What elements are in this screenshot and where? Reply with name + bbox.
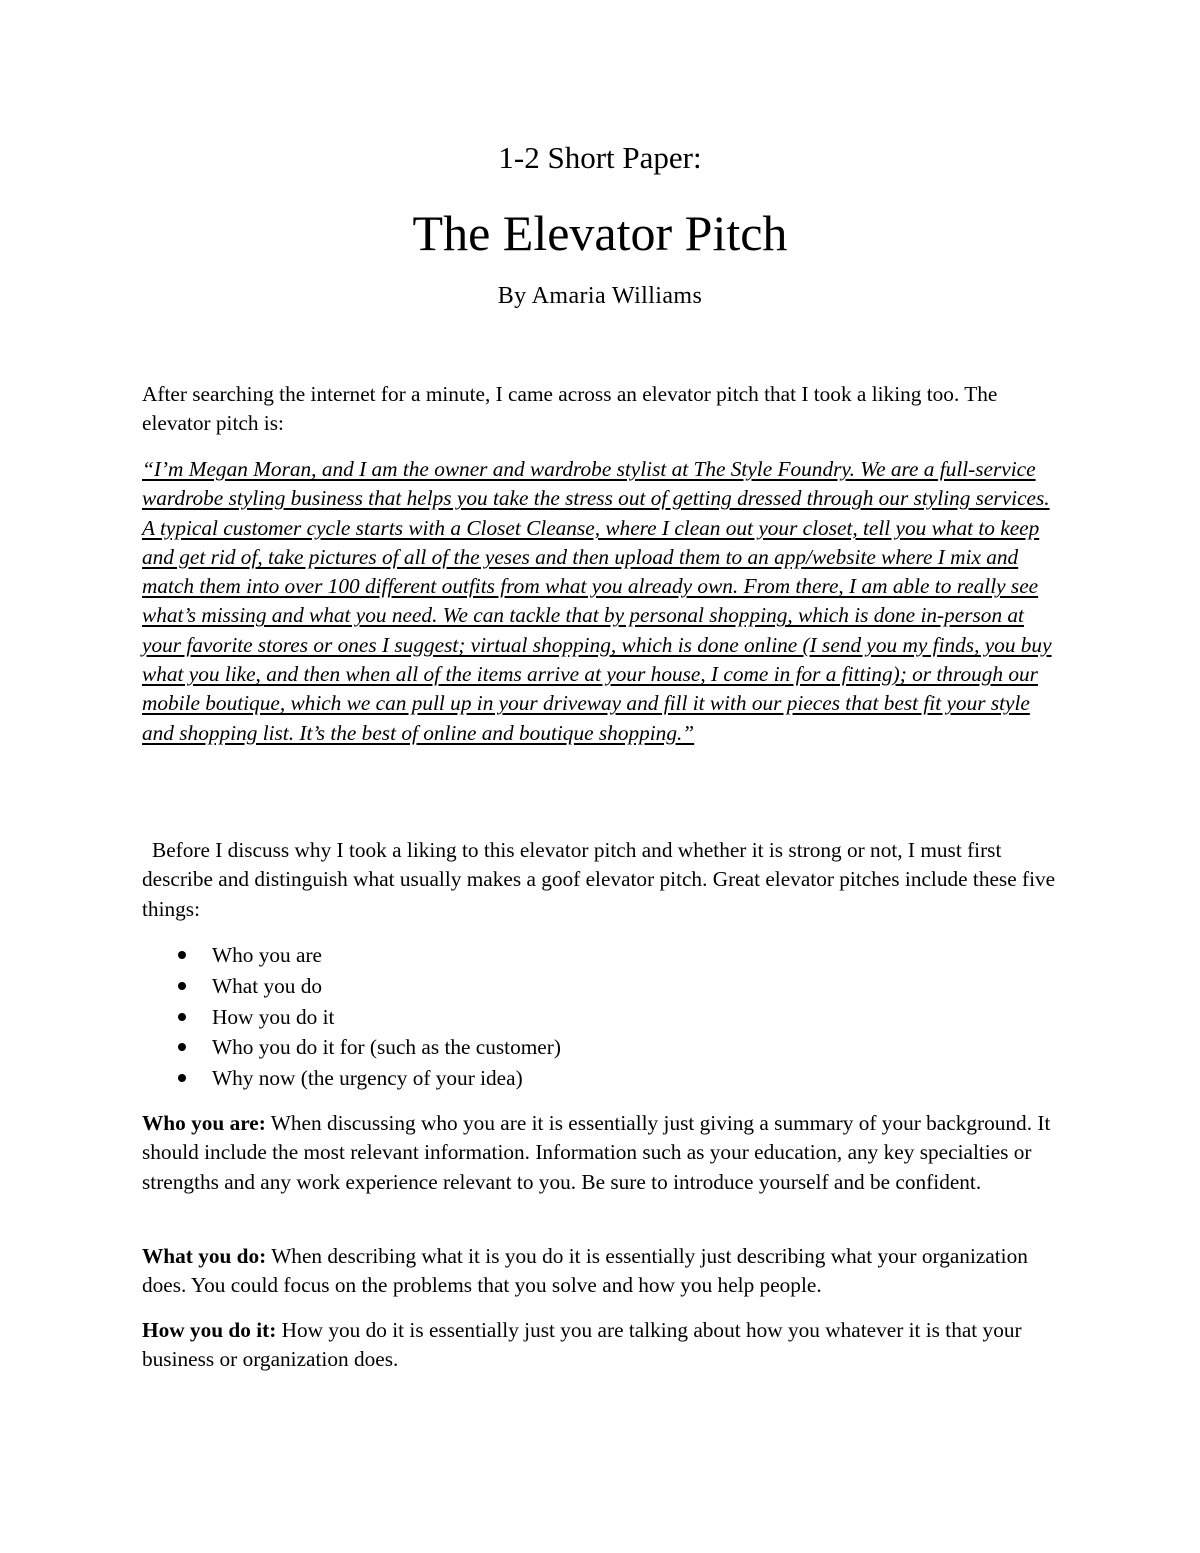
section-what-you-do <box>142 1242 1062 1301</box>
section-lead: How you do it: <box>142 1318 277 1342</box>
intro-paragraph: After searching the internet for a minute, I came across an elevator pitch that I took a liking too. The elevator pitch is: <box>142 382 998 436</box>
list-item-text: What you do <box>212 973 323 998</box>
paper-title: The Elevator Pitch <box>412 205 788 261</box>
five-things-list <box>142 940 1042 1094</box>
list-item <box>142 971 1042 1002</box>
elevator-pitch-quote: “I’m Megan Moran, and I am the owner and wardrobe stylist at The Style Foundry. We are a full-service wardrobe styling business that helps you take the stress out of getting dressed through our styling services. A typical customer cycle starts with a Closet Cleanse, where I clean out your closet, tell you what to keep and get rid of, take pictures of all of the yeses and then upload them to an app/website where I mix and match them into over 100 different outfits from what you already own. From there, I am able to really see what’s missing and what you need. We can tackle that by personal shopping, which is done in-person at your favorite stores or ones I suggest; virtual shopping, which is done online (I send you my finds, you buy what you like, and then when all of the items arrive at your house, I come in for a fitting); or through our mobile boutique, which we can pull up in your driveway and fill it with our pieces that best fit your style and shopping list. It’s the best of online and boutique shopping.” <box>142 457 1052 745</box>
list-item <box>142 940 1042 971</box>
list-item-text: How you do it <box>212 1004 335 1029</box>
section-text: When describing what it is you do it is essentially just describing what your organization does. You could focus on the problems that you solve and how you help people. <box>142 1244 1028 1298</box>
bullet-icon <box>178 1013 186 1021</box>
section-who-you-are <box>142 1109 1062 1197</box>
section-text: How you do it is essentially just you are talking about how you whatever it is that your business or organization does. <box>142 1318 1022 1372</box>
list-item <box>142 1063 1042 1094</box>
bullet-icon <box>178 982 186 990</box>
list-item <box>142 1002 1042 1033</box>
list-item <box>142 1032 1042 1063</box>
bullet-icon <box>178 951 186 959</box>
author-byline: By Amaria Williams <box>497 283 703 309</box>
bullet-icon <box>178 1043 186 1051</box>
list-item-text: Who you do it for (such as the customer) <box>212 1035 561 1060</box>
section-lead: Who you are: <box>142 1111 266 1135</box>
discussion-paragraph: Before I discuss why I took a liking to this elevator pitch and whether it is strong or not, I must first describe and distinguish what usually makes a goof elevator pitch. Great elevator pitches include these five things: <box>142 838 1056 921</box>
paper-subtitle: 1-2 Short Paper: <box>498 140 702 175</box>
list-item-text: Who you are <box>212 943 322 967</box>
section-how-you-do-it <box>142 1316 1062 1375</box>
list-item-text: Why now (the urgency of your idea) <box>212 1066 523 1091</box>
section-text: When discussing who you are it is essentially just giving a summary of your background. It should include the most relevant information. Information such as your education, any key specialties or strengths and any work experience relevant to you. Be sure to introduce yourself and be confident. <box>142 1111 1051 1194</box>
bullet-icon <box>178 1074 186 1082</box>
section-lead: What you do: <box>142 1244 267 1268</box>
